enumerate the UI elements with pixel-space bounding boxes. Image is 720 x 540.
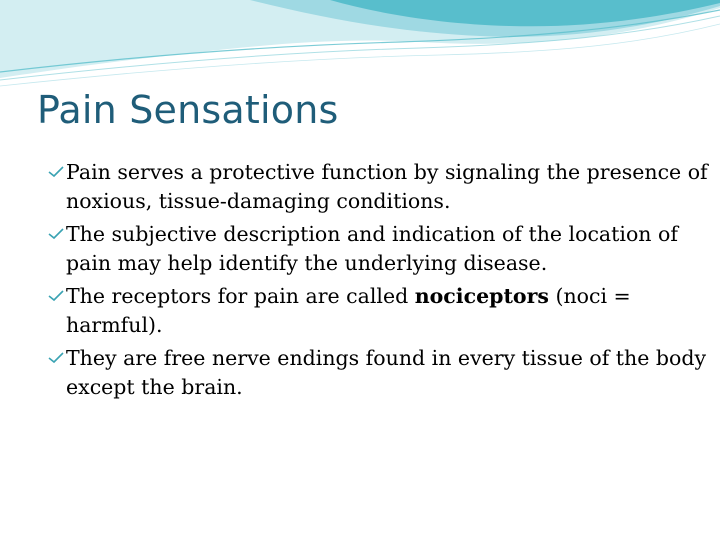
checkmark-bullet-icon [48, 228, 64, 240]
bullet-text: Pain serves a protective function by signaling the presence of noxious, tissue-damaging conditions. [66, 160, 708, 213]
checkmark-bullet-icon [48, 352, 64, 364]
bullet-text: The subjective description and indication of the location of pain may help identify the underlying disease. [66, 222, 678, 275]
bullet-item [48, 282, 708, 339]
bullet-text [66, 282, 708, 339]
bullet-item [48, 344, 708, 401]
slide-title: Pain Sensations [37, 88, 339, 132]
bullet-text: They are free nerve endings found in every tissue of the body except the brain. [66, 346, 707, 399]
header-wave-decoration [0, 0, 720, 90]
bullet-text-after: (noci = harmful). [66, 284, 631, 337]
bullet-list [48, 158, 708, 406]
checkmark-bullet-icon [48, 166, 64, 178]
bullet-item [48, 158, 708, 215]
bullet-item [48, 220, 708, 277]
bold-term-nociceptors: nociceptors [414, 284, 549, 308]
checkmark-bullet-icon [48, 290, 64, 302]
bullet-text-before: The receptors for pain are called [66, 284, 415, 308]
